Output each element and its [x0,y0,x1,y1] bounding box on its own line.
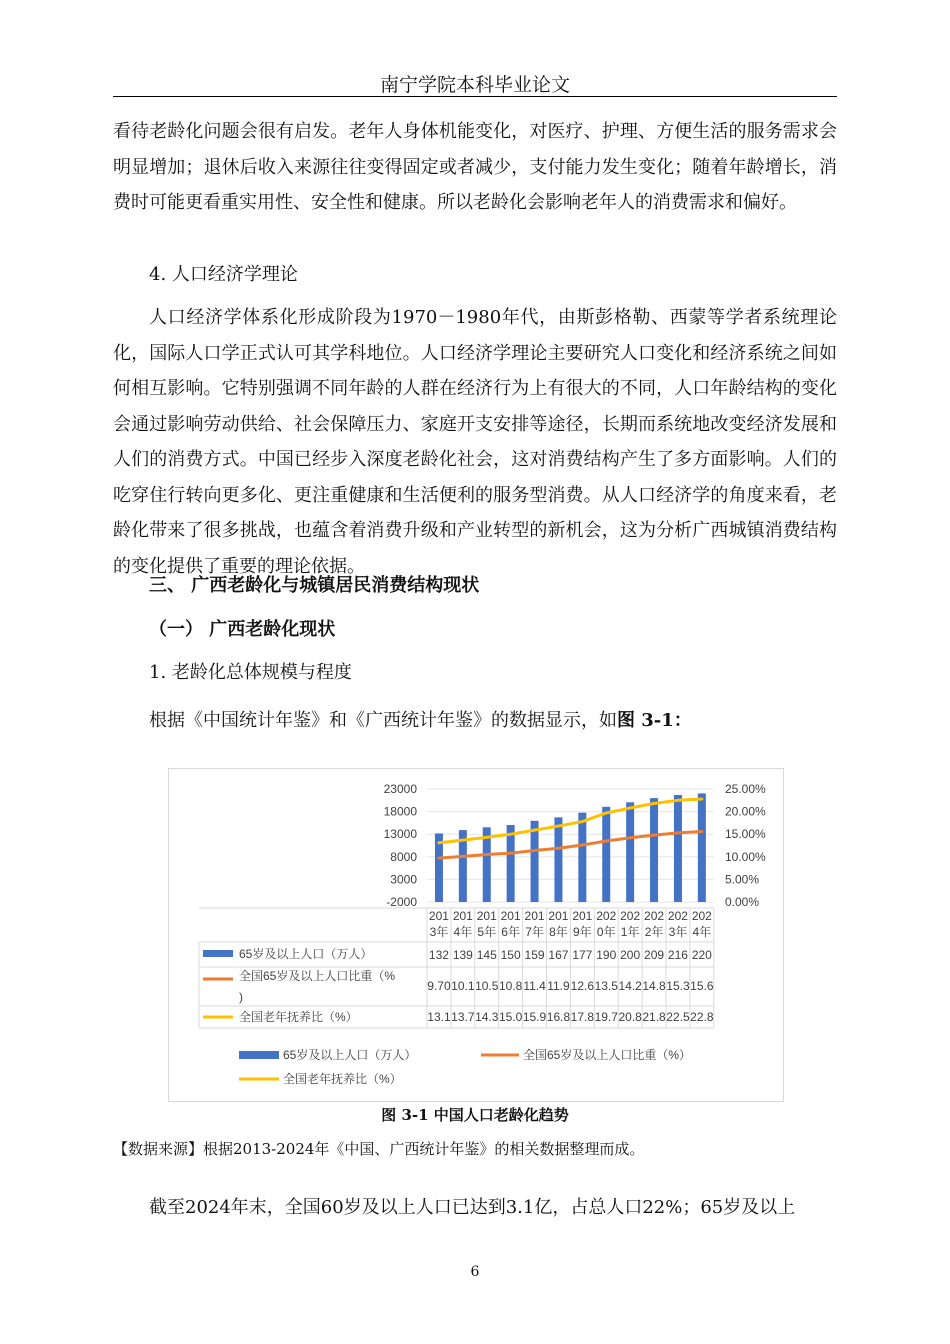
right-axis-tick-label: 20.00% [725,804,766,819]
table-value: 15.6 [690,979,714,993]
table-value: 190 [596,948,617,962]
table-row-label: 全国老年抚养比（%） [239,1010,358,1024]
series-point [461,839,464,842]
category-label: 202 [691,909,712,923]
series-point [461,855,464,858]
series-point [629,836,632,839]
category-label: 201 [524,909,545,923]
table-value: 15.9 [522,1010,547,1024]
left-axis-tick-label: 13000 [383,827,417,842]
table-value: 220 [691,948,712,962]
series-point [533,829,536,832]
table-value: 11.4 [523,979,546,993]
series-point [509,833,512,836]
paragraph-4: 截至2024年末，全国60岁及以上人口已达到3.1亿，占总人口22%；65岁及以上 [149,1197,796,1218]
table-legend-key-bar [203,950,233,957]
heading-4-population-economics: 4. 人口经济学理论 [149,264,298,285]
series-point [676,831,679,834]
series-point [676,799,679,802]
table-value: 14.3 [475,1010,499,1024]
table-value: 11.9 [547,979,570,993]
table-value: 150 [500,948,521,962]
table-value: 17.8 [570,1010,595,1024]
series-point [581,844,584,847]
series-point [605,811,608,814]
table-value: 200 [620,948,641,962]
table-value: 14.2 [618,979,642,993]
category-label: 201 [476,909,497,923]
paragraph-2: 人口经济学体系化形成阶段为1970－1980年代，由斯彭格勒、西蒙等学者系统理论化，国际人口学正式认可其学科地位。人口经济学理论主要研究人口变化和经济系统之间如何相互影响。它特别强调不同年龄的人群在经济行为上有很大的不同，人口年龄结构的变化会通过影响劳动供给、社会保障压力、家庭开支安排等途径，长期而系统地改变经济发展和人们的消费方式。中国已经步入深度老龄化社会，这对消费结构产生了多方面影响。人们的吃穿住行转向更多化、更注重健康和生活便利的服务型消费。从人口经济学的角度来看，老龄化带来了很多挑战，也蕴含着消费升级和产业转型的新机会，这为分析广西城镇消费结构的变化提供了重要的理论依据。 [113,307,837,577]
left-axis-tick-label: 3000 [390,872,417,887]
table-value: 216 [667,948,688,962]
category-label: 6年 [501,925,520,939]
series-point [605,839,608,842]
series-point [557,825,560,828]
left-axis-tick-label: 18000 [383,804,417,819]
table-row-label: ) [239,990,243,1004]
category-label: 8年 [549,925,568,939]
series-line-65-ratio [439,831,702,858]
table-value: 177 [572,948,593,962]
right-axis-tick-label: 5.00% [725,872,760,887]
table-value: 12.6 [570,979,595,993]
chart-bar [531,821,539,902]
category-label: 201 [452,909,473,923]
figure-3-1-chart [168,768,784,1102]
table-row-label: 65岁及以上人口（万人） [239,947,373,961]
category-label: 3年 [429,925,449,939]
table-value: 10.5 [475,979,499,993]
chart-svg [169,769,783,1101]
series-point [700,830,703,833]
category-label: 202 [620,909,641,923]
chart-bar [626,802,634,902]
chart-bar [602,807,610,902]
series-point [653,802,656,805]
left-axis-tick-label: -2000 [386,895,417,909]
category-label: 1年 [620,925,640,939]
legend-label: 全国老年抚养比（%） [283,1072,402,1086]
category-label: 202 [596,909,617,923]
chart-bar [554,817,562,902]
series-point [509,852,512,855]
right-axis-tick-label: 0.00% [725,895,760,909]
item-1-heading: 1. 老龄化总体规模与程度 [149,662,352,683]
series-point [437,857,440,860]
table-value: 19.7 [594,1010,618,1024]
category-label: 201 [572,909,593,923]
category-label: 201 [428,909,449,923]
table-value: 14.8 [642,979,666,993]
legend-key-bar [239,1051,279,1059]
category-label: 201 [500,909,521,923]
table-value: 15.0 [498,1010,523,1024]
paragraph-3 [149,709,692,733]
category-label: 5年 [477,925,497,939]
figure-reference: 图 3-1： [617,710,692,731]
right-axis-tick-label: 15.00% [725,827,766,842]
table-value: 159 [524,948,545,962]
table-value: 145 [476,948,497,962]
legend-label: 65岁及以上人口（万人） [283,1048,417,1062]
category-label: 202 [644,909,665,923]
header-rule [113,96,837,97]
category-label: 3年 [668,925,688,939]
subsection-1-heading: （一） 广西老龄化现状 [149,619,336,640]
series-point [485,853,488,856]
category-label: 201 [548,909,569,923]
table-value: 167 [548,948,569,962]
legend-label: 全国65岁及以上人口比重（%） [523,1048,692,1062]
data-source-note: 【数据来源】根据2013-2024年《中国、广西统计年鉴》的相关数据整理而成。 [113,1140,645,1158]
paragraph-1: 看待老龄化问题会很有启发。老年人身体机能变化，对医疗、护理、方便生活的服务需求会明显增加；退休后收入来源往往变得固定或者减少，支付能力发生变化；随着年龄增长，消费时可能更看重实用性、安全性和健康。所以老龄化会影响老年人的消费需求和偏好。 [113,121,837,213]
series-point [653,834,656,837]
page-number: 6 [470,1264,480,1280]
category-label: 202 [667,909,688,923]
table-value: 20.8 [618,1010,642,1024]
table-value: 22.5 [666,1010,690,1024]
table-value: 13.7 [451,1010,475,1024]
table-value: 16.8 [546,1010,571,1024]
table-value: 10.8 [498,979,523,993]
chart-bar [578,813,586,902]
figure-caption: 图 3-1 中国人口老龄化趋势 [381,1106,569,1124]
table-value: 13.5 [594,979,618,993]
right-axis-tick-label: 10.00% [725,849,766,864]
table-row-label: 全国65岁及以上人口比重（% [239,969,396,983]
table-value: 21.8 [642,1010,666,1024]
left-axis-tick-label: 23000 [383,782,417,796]
category-label: 2年 [644,925,664,939]
right-axis-tick-label: 25.00% [725,782,766,796]
table-value: 132 [428,948,449,962]
table-value: 10.1 [451,979,475,993]
series-point [557,847,560,850]
series-point [700,797,703,800]
chart-bar [674,795,682,902]
left-axis-tick-label: 8000 [390,849,417,864]
section-3-heading: 三、 广西老龄化与城镇居民消费结构现状 [149,575,480,596]
series-point [485,836,488,839]
series-point [533,849,536,852]
table-value: 22.8 [690,1010,714,1024]
series-point [629,806,632,809]
chart-bar [507,825,515,902]
category-label: 4年 [692,925,712,939]
table-value: 13.1 [427,1010,451,1024]
table-value: 139 [452,948,473,962]
category-label: 7年 [525,925,544,939]
category-label: 0年 [596,925,616,939]
table-value: 15.3 [666,979,690,993]
series-point [437,841,440,844]
paragraph-3-text: 根据《中国统计年鉴》和《广西统计年鉴》的数据显示，如 [149,710,617,731]
category-label: 4年 [453,925,473,939]
series-point [581,820,584,823]
page-header-title: 南宁学院本科毕业论文 [379,74,570,96]
table-value: 9.70 [427,979,451,993]
series-line-dependency-ratio [439,799,702,843]
chart-bar [698,793,706,902]
table-value: 209 [644,948,665,962]
category-label: 9年 [573,925,592,939]
chart-bar [650,798,658,902]
